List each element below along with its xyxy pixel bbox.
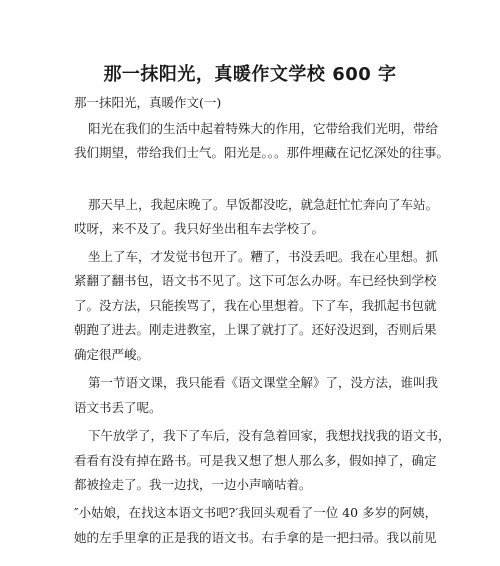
paragraph-line: 那天早上，我起床晚了。早饭都没吃，就急赶忙忙奔向了车站。 (88, 197, 439, 212)
paragraph-line: ″小姑娘，在找这本语文书吧?′我回头观看了一位 40 多岁的阿姨， (74, 505, 438, 520)
paragraph-line: 都被捡走了。我一边找，一边小声嘀咕着。 (74, 477, 312, 492)
paragraph-line: 下午放学了，我下了车后，没有急着回家，我想找找我的语文书， (88, 428, 451, 443)
paragraph-line: 我们期望，带给我们士气。阳光是。。。那件埋藏在记忆深处的往事。 (74, 145, 450, 160)
paragraph-line: 第一节语文课，我只能看《语文课堂全解》了，没方法，谁叫我 (88, 375, 439, 390)
paragraph-line: 坐上了车，才发觉书包开了。糟了，书没丢吧。我在心里想。抓 (88, 249, 439, 264)
paragraph-line: 语文书丢了呢。 (74, 400, 162, 415)
paragraph-line: 紧翻了翻书包，语文书不见了。这下可怎么办呀。车已经快到学校 (74, 273, 437, 288)
paragraph-line: 朝跑了进去。刚走进教室，上课了就打了。还好没迟到，否则后果 (74, 322, 437, 337)
paragraph-line: 阳光在我们的生活中起着特殊大的作用，它带给我们光明，带给 (88, 121, 439, 136)
paragraph-line: 她的左手里拿的正是我的语文书。右手拿的是一把扫帚。我以前见 (74, 530, 437, 545)
page-subtitle: 那一抹阳光，真暖作文(一) (74, 95, 222, 110)
paragraph-line: 确定很严峻。 (74, 347, 150, 362)
page-title: 那一抹阳光，真暖作文学校 600 字 (103, 64, 397, 85)
bottom-fade (0, 552, 500, 566)
paragraph-line: 了。没方法，只能挨骂了，我在心里想着。下了车，我抓起书包就 (74, 298, 437, 313)
paragraph-line: 看看有没有掉在路书。可是我又想了想人那么多，假如掉了，确定 (74, 453, 437, 468)
paragraph-line: 哎呀，来不及了。我只好坐出租车去学校了。 (74, 221, 325, 236)
